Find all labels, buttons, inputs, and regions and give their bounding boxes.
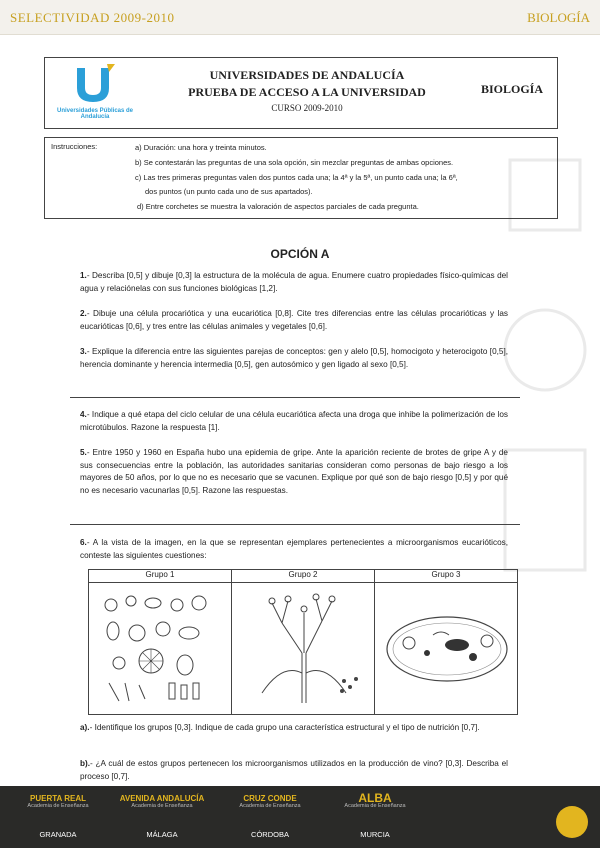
option-title: OPCIÓN A bbox=[270, 247, 330, 261]
university-logo bbox=[51, 64, 139, 122]
instruction-item: c) Las tres primeras preguntas valen dos puntos cada una; la 4ª y la 5ª, un punto cada una; la 6ª, bbox=[135, 173, 458, 182]
academy-malaga[interactable] bbox=[112, 792, 212, 842]
subject-label: BIOLOGÍA bbox=[480, 82, 543, 96]
group-1-header: Grupo 1 bbox=[89, 570, 232, 583]
academy-subtitle: Academia de Enseñanza bbox=[27, 803, 89, 809]
question-number: 6. bbox=[80, 538, 87, 547]
question-6 bbox=[80, 537, 508, 562]
instructions-box bbox=[44, 137, 558, 219]
brand-circle-icon bbox=[556, 806, 588, 838]
exam-title: PRUEBA DE ACCESO A LA UNIVERSIDAD bbox=[188, 85, 426, 99]
group-2-image bbox=[232, 583, 375, 715]
subquestion-a bbox=[80, 722, 508, 735]
course-label: CURSO 2009-2010 bbox=[271, 103, 343, 113]
instruction-item: a) Duración: una hora y treinta minutos. bbox=[135, 143, 267, 152]
academy-name: PUERTA REAL bbox=[30, 794, 86, 803]
question-text: - Explique la diferencia entre las siguientes parejas de conceptos: gen y alelo [0,5], homocigoto y heterocigoto [0,5], herencia dominante y herencia intermedia [0,5], gen autosómico y gen ligado al sexo [0,5]. bbox=[80, 347, 508, 369]
question-5 bbox=[80, 447, 508, 497]
group-3-image bbox=[375, 583, 518, 715]
instruction-item: b) Se contestarán las preguntas de una sola opción, sin mezclar preguntas de ambas opciones. bbox=[135, 158, 454, 167]
subquestion-label: a). bbox=[80, 723, 90, 732]
instruction-item: d) Entre corchetes se muestra la valoración de aspectos parciales de cada pregunta. bbox=[137, 202, 419, 211]
academy-cordoba[interactable] bbox=[220, 792, 320, 842]
university-title: UNIVERSIDADES DE ANDALUCÍA bbox=[209, 68, 405, 82]
group-2-header: Grupo 2 bbox=[232, 570, 375, 583]
academy-name: CRUZ CONDE bbox=[243, 794, 297, 803]
question-3 bbox=[80, 346, 508, 371]
fungi-drawing-icon bbox=[232, 583, 374, 709]
logo-text: Universidades Públicas de Andalucía bbox=[56, 108, 134, 120]
subquestion-text: - Identifique los grupos [0,3]. Indique de cada grupo una característica estructural y el tipo de nutrición [0,7]. bbox=[89, 723, 480, 732]
academy-subtitle: Academia de Enseñanza bbox=[131, 803, 193, 809]
subquestion-b bbox=[80, 758, 508, 783]
question-number: 2. bbox=[80, 309, 87, 318]
academy-city: MURCIA bbox=[360, 830, 390, 839]
academy-granada[interactable] bbox=[8, 792, 108, 842]
section-divider bbox=[70, 524, 520, 525]
question-number: 1. bbox=[80, 271, 87, 280]
question-text: - Describa [0,5] y dibuje [0,3] la estructura de la molécula de agua. Enumere cuatro propiedades físico-químicas del agua y relaciónelas con sus funciones biológicas [1,2]. bbox=[80, 271, 508, 293]
university-u-icon bbox=[73, 64, 117, 106]
academy-city: GRANADA bbox=[39, 830, 77, 839]
instructions-title: Instrucciones: bbox=[51, 142, 98, 151]
academy-murcia[interactable] bbox=[325, 792, 425, 842]
instruction-item: dos puntos (un punto cada uno de sus apartados). bbox=[145, 187, 313, 196]
protozoa-drawing-icon bbox=[89, 583, 231, 709]
academy-name: ALBA bbox=[358, 791, 392, 805]
question-text: - A la vista de la imagen, en la que se representan ejemplares pertenecientes a microorganismos eucarióticos, conteste las siguientes cuestiones: bbox=[80, 538, 508, 560]
microorganism-figure-table bbox=[88, 569, 518, 715]
academy-name: AVENIDA ANDALUCÍA bbox=[119, 794, 205, 803]
question-2 bbox=[80, 308, 508, 333]
academy-city: MÁLAGA bbox=[146, 830, 178, 839]
question-4 bbox=[80, 409, 508, 434]
exam-header bbox=[44, 57, 558, 129]
question-number: 5. bbox=[80, 448, 87, 457]
question-number: 4. bbox=[80, 410, 87, 419]
group-3-header: Grupo 3 bbox=[375, 570, 518, 583]
top-bar-subject: BIOLOGÍA bbox=[527, 10, 590, 25]
question-1 bbox=[80, 270, 508, 295]
group-1-image bbox=[89, 583, 232, 715]
question-text: - Dibuje una célula procariótica y una eucariótica [0,8]. Cite tres diferencias entre las células procarióticas y las eucarióticas [0,6], y tres entre las células animales y vegetales [0,6]. bbox=[80, 309, 508, 331]
question-number: 3. bbox=[80, 347, 87, 356]
academy-subtitle: Academia de Enseñanza bbox=[239, 803, 301, 809]
subquestion-label: b). bbox=[80, 759, 91, 768]
top-bar bbox=[0, 0, 600, 35]
question-text: - Indique a qué etapa del ciclo celular de una célula eucariótica afecta una droga que inhibe la polimerización de los microtúbulos. Razone la respuesta [1]. bbox=[80, 410, 508, 432]
section-divider bbox=[70, 397, 520, 398]
top-bar-title: SELECTIVIDAD 2009-2010 bbox=[10, 10, 175, 25]
academy-subtitle: Academia de Enseñanza bbox=[344, 803, 406, 809]
subquestion-text: - ¿A cuál de estos grupos pertenecen los microorganismos utilizados en la producción de vino? [0,3]. Describa el proceso [0,7]. bbox=[80, 759, 508, 781]
paramecium-drawing-icon bbox=[375, 583, 517, 709]
question-text: - Entre 1950 y 1960 en España hubo una epidemia de gripe. Ante la aparición reciente de brotes de gripe A y de sus consecuencias entre la población, las autoridades sanitarias consideran como personas de bajo riesgo a los mayores de 50 años, por lo que no es necesario que se vacunen. Explique por qué son de bajo riesgo [0,5] y por qué no es necesario vacunarlas [0,5]. Razone las respuestas. bbox=[80, 448, 508, 495]
academy-city: CÓRDOBA bbox=[251, 830, 289, 839]
